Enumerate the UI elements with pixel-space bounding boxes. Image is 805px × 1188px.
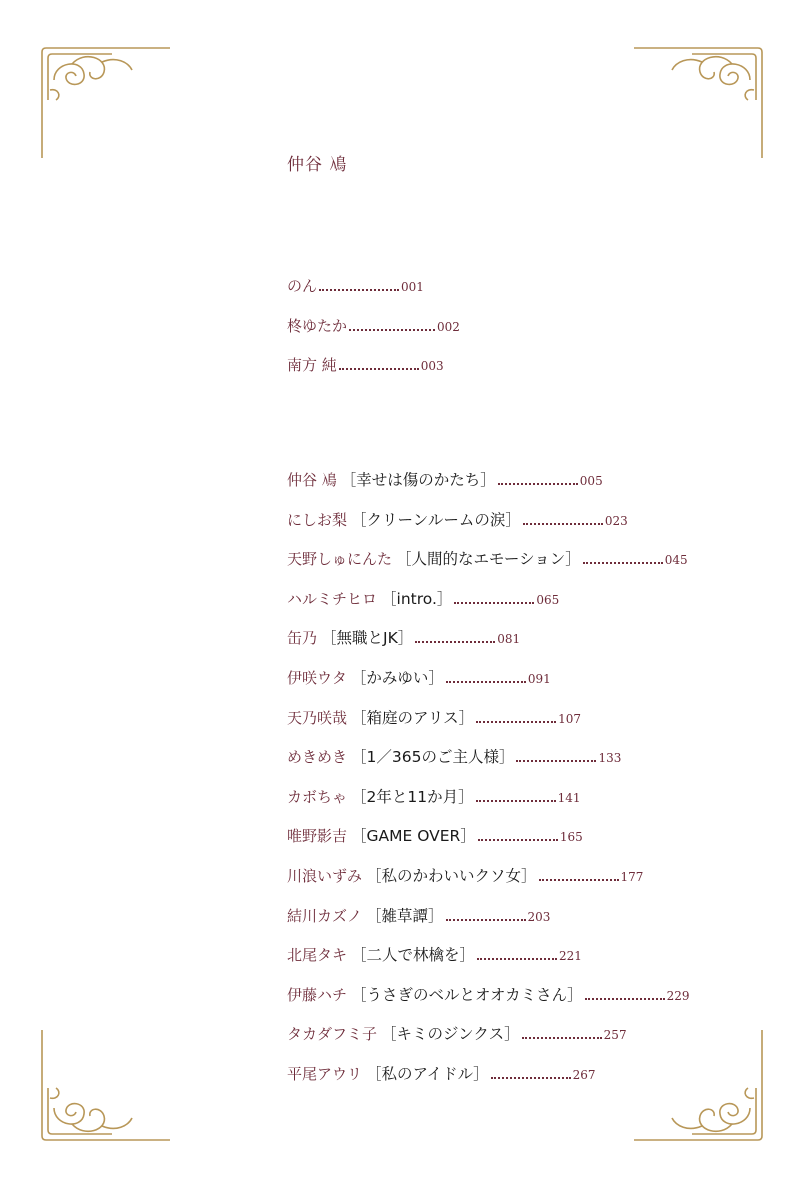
- entry-title: ［クリーンルームの涙］: [351, 510, 521, 529]
- corner-ornament-top-left: [32, 40, 172, 160]
- entry-author: 北尾タキ: [287, 946, 348, 965]
- stories-list: [287, 466, 690, 1100]
- entry-page-number: 107: [558, 711, 581, 726]
- toc-entry[interactable]: [287, 941, 690, 981]
- leader-dots: [522, 1035, 602, 1039]
- entry-title: ［無職とJK］: [321, 629, 414, 648]
- leader-dots: [539, 877, 619, 881]
- toc-entry[interactable]: [287, 902, 690, 942]
- entry-title: ［かみゆい］: [350, 668, 444, 687]
- toc-entry[interactable]: [287, 351, 460, 391]
- contributors-list: [287, 272, 460, 391]
- leader-dots: [476, 719, 556, 723]
- entry-title: ［intro.］: [381, 589, 453, 608]
- entry-author: 南方 純: [287, 356, 337, 374]
- leader-dots: [523, 521, 603, 525]
- entry-title: ［箱庭のアリス］: [351, 708, 475, 727]
- toc-entry[interactable]: [287, 506, 690, 546]
- leader-dots: [476, 798, 556, 802]
- entry-author: 伊咲ウタ: [287, 668, 347, 687]
- entry-title: ［私のアイドル］: [366, 1064, 489, 1083]
- cover-artist-credit: 仲谷 鳰: [287, 155, 348, 175]
- entry-page-number: 177: [620, 869, 644, 884]
- entry-page-number: 002: [437, 319, 460, 334]
- toc-entry[interactable]: [287, 822, 690, 862]
- toc-entry[interactable]: [287, 585, 690, 625]
- entry-author: 川浪いずみ: [287, 866, 363, 885]
- entry-author: 柊ゆたか: [287, 316, 348, 335]
- entry-author: ハルミチヒロ: [287, 589, 378, 608]
- entry-page-number: 229: [666, 988, 690, 1003]
- entry-author: めきめき: [287, 748, 348, 767]
- leader-dots: [477, 956, 557, 960]
- entry-title: ［雑草譚］: [366, 906, 444, 925]
- entry-title: ［私のかわいいクソ女］: [366, 866, 537, 885]
- entry-author: タカダフミ子: [287, 1025, 378, 1044]
- entry-author: にしお梨: [287, 510, 348, 529]
- entry-title: ［二人で林檎を］: [351, 946, 476, 965]
- entry-page-number: 165: [559, 830, 583, 845]
- toc-entry[interactable]: [287, 743, 690, 783]
- toc-entry[interactable]: [287, 545, 690, 585]
- entry-author: 結川カズノ: [287, 906, 363, 925]
- entry-author: 缶乃: [287, 629, 318, 648]
- leader-dots: [446, 917, 526, 921]
- entry-page-number: 023: [604, 513, 628, 528]
- entry-author: 伊藤ハチ: [287, 985, 348, 1004]
- entry-page-number: 005: [579, 474, 603, 488]
- toc-entry[interactable]: [287, 624, 690, 664]
- entry-page-number: 141: [557, 790, 581, 805]
- leader-dots: [415, 639, 495, 643]
- entry-page-number: 203: [527, 909, 551, 924]
- toc-entry[interactable]: [287, 981, 690, 1021]
- entry-title: ［キミのジンクス］: [381, 1025, 520, 1044]
- entry-page-number: 065: [536, 592, 560, 607]
- entry-title: ［幸せは傷のかたち］: [340, 471, 496, 489]
- corner-ornament-top-right: [632, 40, 772, 160]
- toc-entry[interactable]: [287, 312, 460, 352]
- entry-author: 天野しゅにんた: [287, 550, 393, 569]
- entry-author: のん: [287, 277, 318, 295]
- entry-title: ［GAME OVER］: [351, 827, 476, 846]
- leader-dots: [349, 327, 435, 331]
- corner-ornament-bottom-left: [32, 1028, 172, 1148]
- toc-entry[interactable]: [287, 272, 460, 312]
- leader-dots: [319, 287, 399, 291]
- entry-page-number: 045: [664, 553, 688, 568]
- toc-entry[interactable]: [287, 664, 690, 704]
- leader-dots: [454, 600, 534, 604]
- entry-author: カボちゃ: [287, 787, 348, 806]
- entry-author: 仲谷 鳰: [287, 471, 337, 489]
- leader-dots: [583, 560, 663, 564]
- entry-author: 天乃咲哉: [287, 708, 348, 727]
- leader-dots: [339, 366, 419, 370]
- entry-title: ［1／365のご主人様］: [351, 748, 515, 767]
- entry-page-number: 001: [401, 280, 424, 294]
- entry-title: ［人間的なエモーション］: [396, 550, 581, 569]
- entry-page-number: 257: [603, 1028, 627, 1043]
- entry-page-number: 003: [420, 359, 444, 373]
- leader-dots: [498, 481, 578, 485]
- entry-title: ［2年と11か月］: [351, 787, 474, 806]
- entry-author: 唯野影吉: [287, 827, 348, 846]
- entry-page-number: 221: [559, 949, 582, 964]
- leader-dots: [478, 837, 558, 841]
- entry-title: ［うさぎのベルとオオカミさん］: [351, 985, 583, 1004]
- leader-dots: [446, 679, 526, 683]
- entry-page-number: 267: [572, 1067, 596, 1082]
- entry-page-number: 133: [598, 751, 622, 766]
- entry-author: 平尾アウリ: [287, 1064, 363, 1083]
- toc-entry[interactable]: [287, 862, 690, 902]
- leader-dots: [516, 758, 596, 762]
- entry-page-number: 081: [497, 632, 521, 647]
- toc-entry[interactable]: [287, 783, 690, 823]
- toc-entry[interactable]: [287, 1020, 690, 1060]
- leader-dots: [491, 1075, 571, 1079]
- toc-entry[interactable]: [287, 466, 690, 506]
- toc-entry[interactable]: [287, 704, 690, 744]
- entry-page-number: 091: [527, 671, 551, 686]
- leader-dots: [585, 996, 665, 1000]
- toc-entry[interactable]: [287, 1060, 690, 1100]
